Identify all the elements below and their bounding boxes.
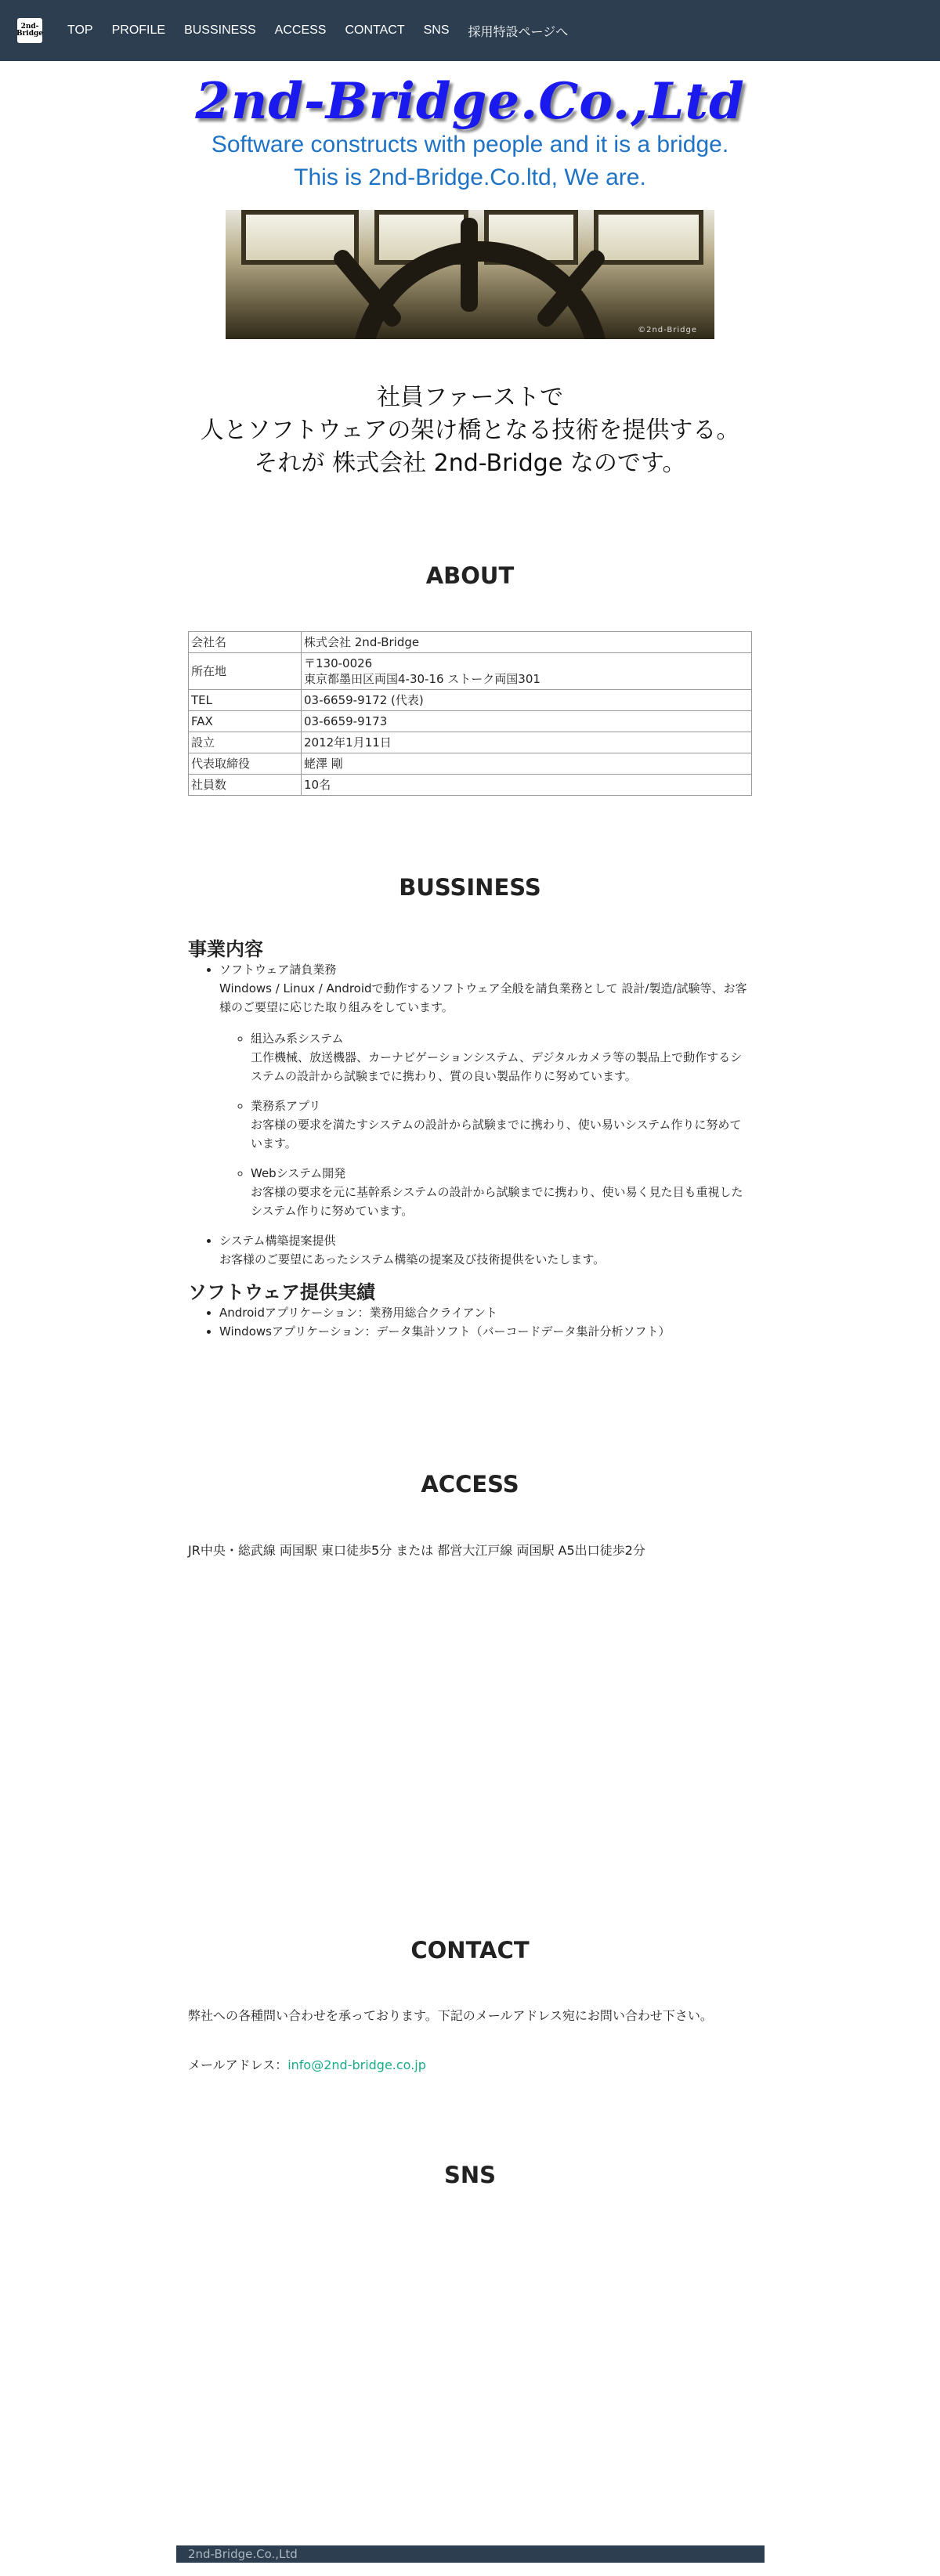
about-heading: ABOUT — [425, 562, 515, 589]
table-key: 所在地 — [189, 653, 302, 690]
table-row — [189, 775, 752, 796]
table-value: 2012年1月11日 — [302, 732, 752, 753]
brand-title: 2nd-Bridge.Co.,Ltd — [195, 72, 745, 131]
tagline-line1: Software constructs with people and it is a bridge. — [211, 132, 729, 157]
access-text: JR中央・総武線 両国駅 東口徒歩5分 または 都営大江戸線 両国駅 A5出口徒歩2分 — [188, 1543, 645, 1558]
list-item-title: ◦ 業務系アプリ — [251, 1099, 321, 1113]
record-subtitle: ソフトウェア提供実績 — [188, 1281, 376, 1303]
table-key: 代表取締役 — [189, 753, 302, 775]
list-item-title: ◦ 組込み系システム — [251, 1031, 344, 1046]
sub-business-list — [251, 1029, 752, 1220]
contact-text: 弊社への各種問い合わせを承っております。下記のメールアドレス宛にお問い合わせ下さい。 — [188, 2008, 713, 2023]
table-row — [189, 632, 752, 653]
list-item-desc: お客様のご要望にあったシステム構築の提案及び技術提供をいたします。 — [219, 1252, 606, 1266]
list-item — [251, 1029, 752, 1086]
list-item — [219, 960, 752, 1220]
nav-link-access[interactable]: ACCESS — [274, 23, 327, 37]
table-value: 蛯澤 剛 — [302, 753, 752, 775]
business-list — [219, 960, 752, 1269]
table-key: TEL — [189, 690, 302, 711]
nav-link-top[interactable]: TOP — [67, 23, 93, 37]
nav-link-profile[interactable]: PROFILE — [111, 23, 166, 37]
business-heading: BUSSINESS — [399, 874, 541, 901]
list-item-title: • システム構築提案提供 — [219, 1234, 336, 1248]
list-item: • Androidアプリケーション：業務用総合クライアント — [219, 1303, 752, 1322]
contact-heading: CONTACT — [410, 1937, 530, 1964]
footer: 2nd-Bridge.Co.,Ltd — [176, 2545, 765, 2563]
table-key: 会社名 — [189, 632, 302, 653]
banner-credit: ©2nd-Bridge — [638, 326, 697, 334]
list-item — [251, 1164, 752, 1220]
business-subtitle: 事業内容 — [188, 938, 263, 960]
table-key: FAX — [189, 711, 302, 732]
tagline-line2: This is 2nd-Bridge.Co.ltd, We are. — [294, 164, 646, 190]
table-row — [189, 653, 752, 690]
table-row — [189, 732, 752, 753]
company-info-table — [188, 631, 752, 796]
contact-mail-line — [188, 2055, 783, 2073]
logo-text-line1: 2nd- — [20, 23, 39, 31]
street-address: 東京都墨田区両国4-30-16 ストーク両国301 — [304, 672, 540, 686]
list-item — [219, 1231, 752, 1269]
mail-link[interactable]: info@2nd-bridge.co.jp — [287, 2058, 426, 2072]
table-value: 03-6659-9173 — [302, 711, 752, 732]
table-value: 10名 — [302, 775, 752, 796]
table-row — [189, 711, 752, 732]
list-item-desc: Windows / Linux / Androidで動作するソフトウェア全般を請負業務として 設計/製造/試験等、お客様のご要望に応じた取り組みをしています。 — [219, 981, 747, 1014]
hero-banner-image — [226, 210, 714, 339]
nav-link-recruit[interactable]: 採用特設ページへ — [468, 25, 569, 39]
list-item-desc: お客様の要求を元に基幹系システムの設計から試験までに携わり、使い易く見た目も重視したシステム作りに努めています。 — [251, 1185, 743, 1218]
list-item-desc: お客様の要求を満たすシステムの設計から試験までに携わり、使い易いシステム作りに努めています。 — [251, 1118, 742, 1151]
record-list — [219, 1303, 752, 1341]
postal-code: 〒130-0026 — [304, 656, 373, 670]
list-item-desc: 工作機械、放送機器、カーナビゲーションシステム、デジタルカメラ等の製品上で動作するシステムの設計から試験までに携わり、質の良い製品作りに努めています。 — [251, 1050, 743, 1083]
business-content — [188, 940, 752, 1341]
mission-line1: 社員ファーストで — [377, 384, 563, 411]
table-key: 設立 — [189, 732, 302, 753]
table-row — [189, 690, 752, 711]
map-embed[interactable] — [188, 1566, 752, 1895]
table-value: 03-6659-9172 (代表) — [302, 690, 752, 711]
table-row — [189, 753, 752, 775]
sns-heading: SNS — [443, 2162, 497, 2188]
nav-link-sns[interactable]: SNS — [423, 23, 450, 37]
top-navbar — [0, 0, 940, 61]
list-item-title: ◦ Webシステム開発 — [251, 1166, 346, 1180]
access-heading: ACCESS — [421, 1471, 519, 1498]
company-logo[interactable] — [17, 18, 42, 43]
list-item-title: • ソフトウェア請負業務 — [219, 963, 337, 977]
table-key: 社員数 — [189, 775, 302, 796]
nav-link-contact[interactable]: CONTACT — [345, 23, 405, 37]
sns-embed[interactable] — [188, 2217, 752, 2514]
mission-line2: 人とソフトウェアの架け橋となる技術を提供する。 — [200, 417, 740, 444]
table-value — [302, 653, 752, 690]
mission-line3: それが 株式会社 2nd-Bridge なのです。 — [254, 450, 686, 477]
nav-link-bussiness[interactable]: BUSSINESS — [184, 23, 256, 37]
logo-text-line2: Bridge — [16, 30, 44, 38]
list-item: • Windowsアプリケーション：データ集計ソフト（バーコードデータ集計分析ソフト） — [219, 1322, 752, 1341]
mail-label: メールアドレス： — [188, 2058, 288, 2072]
list-item — [251, 1097, 752, 1153]
table-value: 株式会社 2nd-Bridge — [302, 632, 752, 653]
